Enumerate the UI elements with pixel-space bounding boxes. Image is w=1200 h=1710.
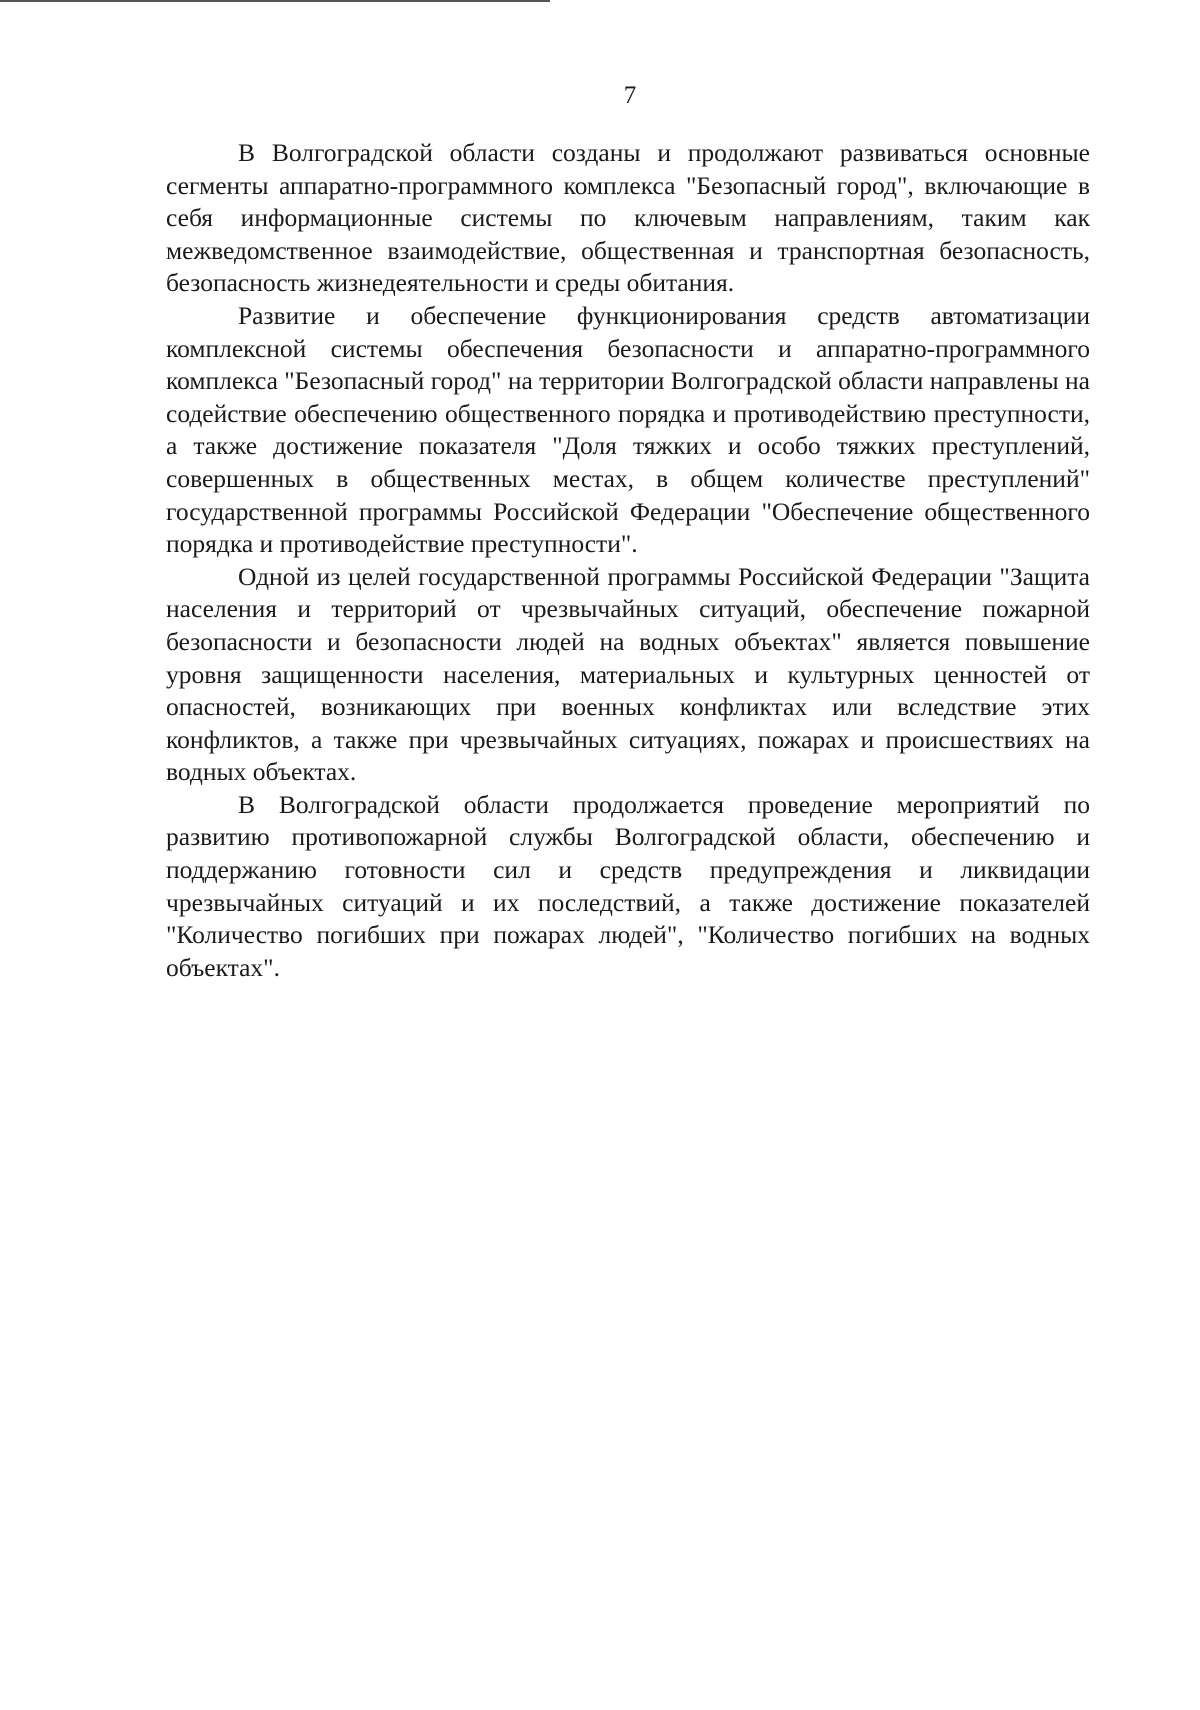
scan-edge-line [0,0,550,2]
paragraph-automation: Развитие и обеспечение функционирования средств автоматизации комплексной системы обеспечения безопасности и аппаратно-программного комплекса "Безопасный город" на территории Волгоградской области направлены на содействие обеспечению общественного порядка и противодействию преступности, а также достижение показателя "Доля тяжких и особо тяжких преступлений, совершенных в общественных местах, в общем количестве преступлений" государственной программы Российской Федерации "Обеспечение общественного порядка и противодействие преступности". [166,300,1090,559]
paragraph-population-protection: Одной из целей государственной программы Российской Федерации "Защита населения и территорий от чрезвычайных ситуаций, обеспечение пожарной безопасности и безопасности людей на водных объектах" является повышение уровня защищенности населения, материальных и культурных ценностей от опасностей, возникающих при военных конфликтах или вследствие этих конфликтов, а также при чрезвычайных ситуациях, пожарах и происшествиях на водных объектах. [166,561,1090,787]
page-number: 7 [623,82,637,109]
document-body [166,137,1090,984]
paragraph-fire-service: В Волгоградской области продолжается проведение мероприятий по развитию противопожарной службы Волгоградской области, обеспечению и поддержанию готовности сил и средств предупреждения и ликвидации чрезвычайных ситуаций и их последствий, а также достижение показателей "Количество погибших при пожарах людей", "Количество погибших на водных объектах". [166,789,1090,982]
paragraph-safe-city: В Волгоградской области созданы и продолжают развиваться основные сегменты аппаратно-программного комплекса "Безопасный город", включающие в себя информационные системы по ключевым направлениям, таким как межведомственное взаимодействие, общественная и транспортная безопасность, безопасность жизнедеятельности и среды обитания. [166,138,1090,298]
